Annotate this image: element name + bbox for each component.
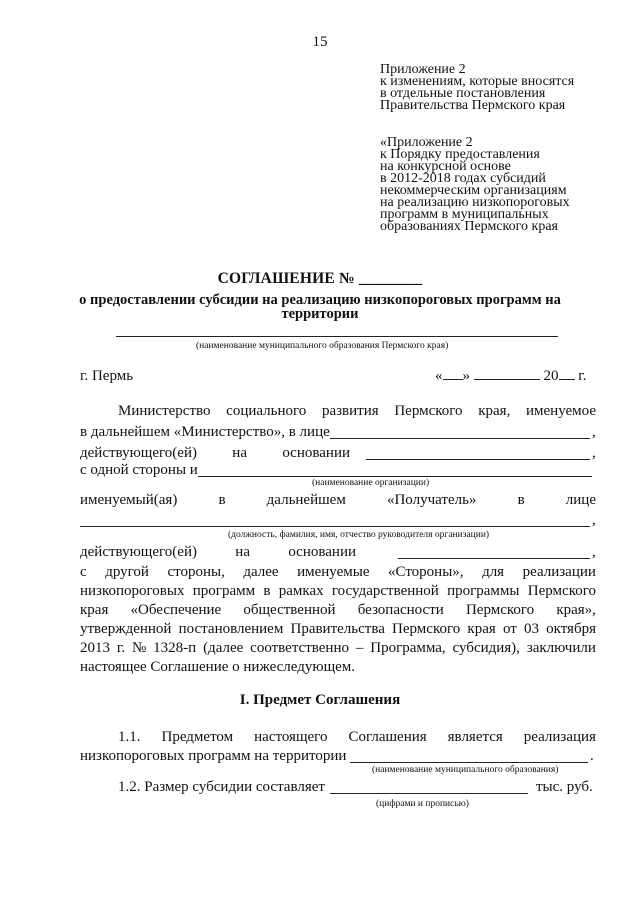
word: 03 (523, 621, 539, 637)
word: «Получатель» (386, 492, 477, 508)
caption-amount: (цифрами и прописью) (376, 799, 469, 809)
word: края», (556, 602, 596, 618)
date-year-prefix: 20 (543, 368, 559, 384)
recipient-basis-line[interactable] (398, 558, 590, 559)
comma: , (592, 544, 596, 560)
appendix-line: программ в муниципальных (380, 207, 549, 222)
word: рамках (278, 583, 324, 599)
word: Соглашения (348, 729, 427, 745)
city-label: г. Пермь (80, 368, 134, 384)
date-line (435, 366, 586, 385)
word: развития (321, 403, 379, 419)
date-year-suffix: г. (578, 368, 587, 384)
word: для (482, 564, 505, 580)
word: Правительства (290, 621, 385, 637)
word: реализации (522, 564, 596, 580)
word: программы (447, 583, 520, 599)
word: края, (478, 403, 511, 419)
appendix-header-2 (380, 137, 570, 233)
word: октября (546, 621, 596, 637)
caption-municipal: (наименование муниципального образования Пермского края) (196, 341, 449, 351)
caption-org: (наименование организации) (312, 478, 430, 488)
date-quote-close: » (462, 368, 470, 384)
para3-line6: настоящее Соглашение о нижеследующем. (80, 659, 356, 675)
word: (далее (203, 640, 244, 656)
word: программ (192, 583, 256, 599)
appendix-line: в 2012-2018 годах субсидий (380, 171, 546, 186)
word: именуемые (297, 564, 370, 580)
para3-line4 (80, 621, 596, 638)
word: Пермского (465, 602, 535, 618)
word: г. (116, 640, 126, 656)
word: безопасности (357, 602, 444, 618)
para2-line3 (80, 544, 356, 561)
clause-1-2-unit: тыс. руб. (536, 779, 593, 795)
word: реализация (523, 729, 596, 745)
word: субсидия), (452, 640, 520, 656)
para1-line2: в дальнейшем «Министерство», в лице (80, 424, 330, 440)
appendix-line: «Приложение 2 (380, 135, 473, 150)
agreement-title: СОГЛАШЕНИЕ № ________ (217, 270, 423, 287)
caption-person: (должность, фамилия, имя, отчество руководителя организации) (228, 530, 490, 540)
word: – (355, 640, 364, 656)
word: на (232, 445, 247, 461)
word: № (131, 640, 147, 656)
ministry-basis-line[interactable] (366, 459, 590, 460)
para2-line1 (80, 492, 596, 509)
clause-municipal-line[interactable] (350, 762, 588, 763)
word: именуемое (526, 403, 596, 419)
appendix-line: Правительства Пермского края (380, 98, 566, 113)
word: с (80, 564, 87, 580)
appendix-line: на конкурсной основе (380, 159, 511, 174)
clause-1-2: 1.2. Размер субсидии составляет (118, 779, 325, 795)
word: общественной (243, 602, 336, 618)
para3-line3 (80, 602, 596, 619)
comma: , (592, 445, 596, 461)
word: края (80, 602, 109, 618)
word: в (517, 492, 525, 508)
section-heading: I. Предмет Соглашения (239, 692, 401, 708)
para1-line1 (118, 403, 596, 420)
word: Пермского (392, 621, 461, 637)
word: действующего(ей) (80, 445, 197, 461)
date-year-field[interactable] (559, 366, 575, 380)
word: утвержденной (80, 621, 172, 637)
word: 2013 (80, 640, 110, 656)
appendix-header-1 (380, 64, 574, 112)
appendix-line: к Порядку предоставления (380, 147, 540, 162)
page-number: 15 (312, 34, 328, 50)
word: постановлением (178, 621, 284, 637)
word: Министерство (118, 403, 211, 419)
para1-line3 (80, 445, 350, 462)
appendix-line: Приложение 2 (380, 62, 466, 77)
para3-line5 (80, 640, 596, 657)
word: в (218, 492, 226, 508)
period: . (590, 748, 594, 764)
word: 1.1. (118, 729, 141, 745)
word: лице (565, 492, 596, 508)
municipal-name-line[interactable] (116, 336, 558, 337)
word: другой (105, 564, 149, 580)
word: края (467, 621, 496, 637)
word: дальнейшем (266, 492, 346, 508)
word: основании (282, 445, 350, 461)
date-quote-open: « (435, 368, 443, 384)
recipient-representative-line[interactable] (80, 526, 590, 527)
word: настоящего (254, 729, 328, 745)
para1-line4: с одной стороны и (80, 462, 198, 478)
word: Предметом (161, 729, 234, 745)
word: основании (288, 544, 356, 560)
comma: , (592, 512, 596, 528)
word: далее (243, 564, 279, 580)
word: является (447, 729, 503, 745)
word: от (502, 621, 517, 637)
word: в (263, 583, 271, 599)
word: стороны, (167, 564, 225, 580)
appendix-line: на реализацию низкопороговых (380, 195, 570, 210)
word: государственной (331, 583, 439, 599)
word: Программа, (370, 640, 446, 656)
appendix-line: некоммерческим организациям (380, 183, 567, 198)
word: Пермского (394, 403, 463, 419)
comma: , (592, 424, 596, 440)
appendix-line: к изменениям, которые вносятся (380, 74, 575, 89)
subsidy-amount-line[interactable] (330, 793, 528, 794)
organization-name-line[interactable] (198, 476, 592, 477)
para3-line2 (80, 583, 596, 600)
para3-line1 (80, 564, 596, 581)
word: заключили (526, 640, 596, 656)
appendix-line: образованиях Пермского края (380, 219, 558, 234)
word: «Обеспечение (130, 602, 222, 618)
word: соответственно (250, 640, 349, 656)
word: низкопороговых (80, 583, 185, 599)
word: Пермского (527, 583, 596, 599)
word: на (235, 544, 250, 560)
ministry-representative-line[interactable] (330, 438, 590, 439)
clause-1-1-line1 (118, 729, 596, 746)
word: именуемый(ая) (80, 492, 178, 508)
word: «Стороны», (388, 564, 464, 580)
word: социального (226, 403, 307, 419)
word: 1328-п (153, 640, 197, 656)
appendix-line: в отдельные постановления (380, 86, 546, 101)
date-month-field[interactable] (474, 366, 540, 380)
clause-1-1-line2: низкопороговых программ на территории (80, 748, 347, 764)
agreement-subtitle: о предоставлении субсидии на реализацию низкопороговых программ на территории (79, 292, 561, 322)
word: действующего(ей) (80, 544, 197, 560)
caption-municipal-short: (наименование муниципального образования) (372, 765, 559, 775)
date-day-field[interactable] (443, 366, 463, 380)
